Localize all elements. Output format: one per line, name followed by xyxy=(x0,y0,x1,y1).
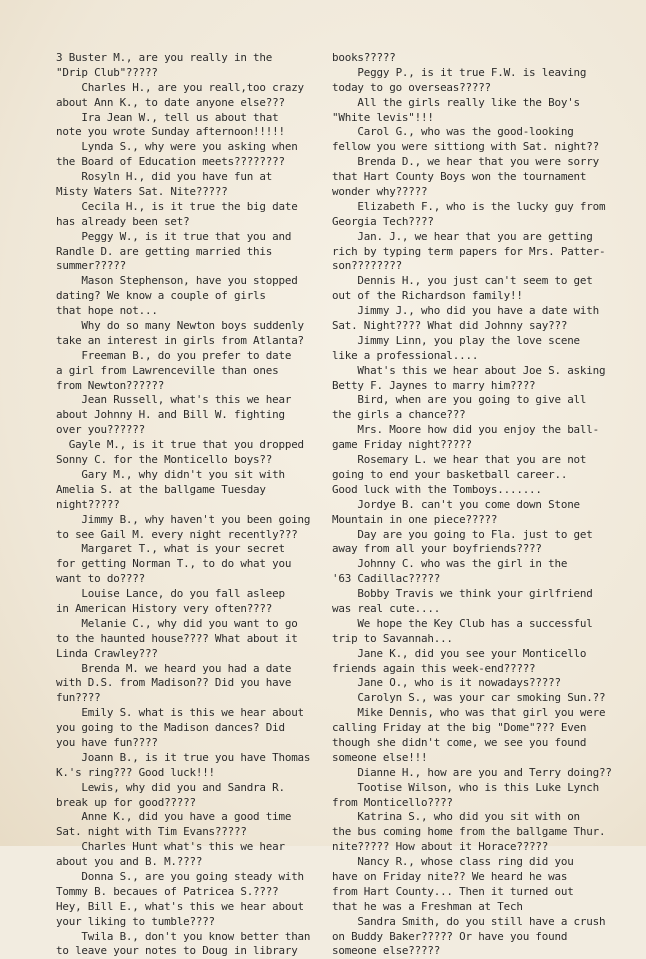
text-line: Carolyn S., was your car smoking Sun.?? xyxy=(332,691,606,705)
text-line: out of the Richardson family!! xyxy=(332,289,523,303)
text-line: in American History very often???? xyxy=(56,601,273,615)
text-line: from Newton?????? xyxy=(56,378,165,392)
text-line: Sat. night with Tim Evans????? xyxy=(56,825,247,839)
text-line: the girls a chance??? xyxy=(332,408,466,422)
text-line: about Johnny H. and Bill W. fighting xyxy=(56,408,285,422)
text-line: Gary M., why didn't you sit with xyxy=(56,467,285,481)
text-line: Sat. Night???? What did Johnny say??? xyxy=(332,319,568,333)
text-line: game Friday night????? xyxy=(332,438,472,452)
text-line: Brenda M. we heard you had a date xyxy=(56,661,292,675)
text-line: Joann B., is it true you have Thomas xyxy=(56,750,311,764)
text-line: fellow you were sittiong with Sat. night?? xyxy=(332,140,599,154)
left-text-column xyxy=(56,51,310,959)
text-line: about Ann K., to date anyone else??? xyxy=(56,95,285,109)
text-line: a girl from Lawrenceville than ones xyxy=(56,363,279,377)
text-line: Mountain in one piece????? xyxy=(332,512,498,526)
text-line: Jane K., did you see your Monticello xyxy=(332,646,587,660)
text-line: Jan. J., we hear that you are getting xyxy=(332,229,593,243)
text-line: Bird, when are you going to give all xyxy=(332,393,587,407)
text-line: Gayle M., is it true that you dropped xyxy=(56,438,304,452)
text-line: Georgia Tech???? xyxy=(332,214,434,228)
text-line: on Buddy Baker????? Or have you found xyxy=(332,929,568,943)
text-line: Katrina S., who did you sit with on xyxy=(332,810,580,824)
text-line: Jean Russell, what's this we hear xyxy=(56,393,292,407)
text-line: dating? We know a couple of girls xyxy=(56,289,266,303)
text-line: Sandra Smith, do you still have a crush xyxy=(332,914,606,928)
text-line: Lewis, why did you and Sandra R. xyxy=(56,780,285,794)
text-line: wonder why????? xyxy=(332,185,428,199)
text-line: Mason Stephenson, have you stopped xyxy=(56,274,298,288)
text-line: rich by typing term papers for Mrs. Patter- xyxy=(332,244,606,258)
text-line: you have fun???? xyxy=(56,735,158,749)
text-line: '63 Cadillac????? xyxy=(332,572,441,586)
text-line: Freeman B., do you prefer to date xyxy=(56,348,292,362)
text-line: Why do so many Newton boys suddenly xyxy=(56,319,304,333)
text-line: Peggy P., is it true F.W. is leaving xyxy=(332,65,587,79)
text-line: someone else!!! xyxy=(332,750,428,764)
text-line: 3 Buster M., are you really in the xyxy=(56,51,273,64)
text-line: Jane O., who is it nowadays????? xyxy=(332,676,561,690)
text-line: that Hart County Boys won the tournament xyxy=(332,170,587,184)
text-line: Charles H., are you reall,too crazy xyxy=(56,80,304,94)
text-line: All the girls really like the Boy's xyxy=(332,95,580,109)
text-line: What's this we hear about Joe S. asking xyxy=(332,363,606,377)
text-line: going to end your basketball career.. xyxy=(332,467,568,481)
text-line: Amelia S. at the ballgame Tuesday xyxy=(56,482,266,496)
text-line: books????? xyxy=(332,51,396,64)
text-line: Anne K., did you have a good time xyxy=(56,810,292,824)
text-line: about you and B. M.???? xyxy=(56,855,203,869)
text-line: Melanie C., why did you want to go xyxy=(56,616,298,630)
text-line: someone else????? xyxy=(332,944,441,958)
text-line: Bobby Travis we think your girlfriend xyxy=(332,587,593,601)
text-line: Margaret T., what is your secret xyxy=(56,542,285,556)
text-line: Mrs. Moore how did you enjoy the ball- xyxy=(332,423,599,437)
text-line: that he was a Freshman at Tech xyxy=(332,899,523,913)
text-line: summer????? xyxy=(56,259,126,273)
text-line: Tommy B. becaues of Patricea S.???? xyxy=(56,884,279,898)
text-line: Donna S., are you going steady with xyxy=(56,869,304,883)
text-line: Lynda S., why were you asking when xyxy=(56,140,298,154)
text-line: Louise Lance, do you fall asleep xyxy=(56,587,285,601)
text-line: with D.S. from Madison?? Did you have xyxy=(56,676,292,690)
text-line: though she didn't come, we see you found xyxy=(332,735,587,749)
text-line: Hey, Bill E., what's this we hear about xyxy=(56,899,304,913)
text-line: the Board of Education meets???????? xyxy=(56,155,285,169)
text-line: friends again this week-end????? xyxy=(332,661,536,675)
text-line: have on Friday nite?? We heard he was xyxy=(332,869,568,883)
text-line: the bus coming home from the ballgame Thur. xyxy=(332,825,606,839)
text-line: from Hart County... Then it turned out xyxy=(332,884,574,898)
text-line: note you wrote Sunday afternoon!!!!! xyxy=(56,125,285,139)
text-line: your liking to tumble???? xyxy=(56,914,215,928)
text-line: night????? xyxy=(56,497,120,511)
text-line: Randle D. are getting married this xyxy=(56,244,273,258)
right-text-column xyxy=(332,51,612,959)
text-line: "Drip Club"????? xyxy=(56,65,158,79)
text-line: Emily S. what is this we hear about xyxy=(56,706,304,720)
text-line: Betty F. Jaynes to marry him???? xyxy=(332,378,536,392)
text-line: today to go overseas????? xyxy=(332,80,491,94)
text-line: Twila B., don't you know better than xyxy=(56,929,311,943)
text-line: Ira Jean W., tell us about that xyxy=(56,110,279,124)
text-line: Carol G., who was the good-looking xyxy=(332,125,574,139)
text-line: that hope not... xyxy=(56,304,158,318)
text-line: to see Gail M. every night recently??? xyxy=(56,527,298,541)
text-line: Day are you going to Fla. just to get xyxy=(332,527,593,541)
text-line: has already been set? xyxy=(56,214,190,228)
text-line: Sonny C. for the Monticello boys?? xyxy=(56,453,273,467)
text-line: break up for good????? xyxy=(56,795,196,809)
text-line: take an interest in girls from Atlanta? xyxy=(56,333,304,347)
text-line: for getting Norman T., to do what you xyxy=(56,557,292,571)
text-line: Rosyln H., did you have fun at xyxy=(56,170,273,184)
text-line: Peggy W., is it true that you and xyxy=(56,229,292,243)
text-line: Nancy R., whose class ring did you xyxy=(332,855,574,869)
text-line: Jimmy Linn, you play the love scene xyxy=(332,333,580,347)
text-line: Good luck with the Tomboys....... xyxy=(332,482,542,496)
text-line: Jimmy J., who did you have a date with xyxy=(332,304,599,318)
text-line: Johnny C. who was the girl in the xyxy=(332,557,568,571)
text-line: over you?????? xyxy=(56,423,145,437)
text-line: Charles Hunt what's this we hear xyxy=(56,840,285,854)
text-line: fun???? xyxy=(56,691,101,705)
text-line: you going to the Madison dances? Did xyxy=(56,721,285,735)
text-line: Dianne H., how are you and Terry doing?? xyxy=(332,765,612,779)
text-line: Jimmy B., why haven't you been going xyxy=(56,512,311,526)
text-line: Dennis H., you just can't seem to get xyxy=(332,274,593,288)
text-line: We hope the Key Club has a successful xyxy=(332,616,593,630)
text-line: K.'s ring??? Good luck!!! xyxy=(56,765,215,779)
text-line: Misty Waters Sat. Nite????? xyxy=(56,185,228,199)
text-line: trip to Savannah... xyxy=(332,631,453,645)
text-line: Cecila H., is it true the big date xyxy=(56,199,298,213)
text-line: Elizabeth F., who is the lucky guy from xyxy=(332,199,606,213)
text-line: like a professional.... xyxy=(332,348,479,362)
text-line: Brenda D., we hear that you were sorry xyxy=(332,155,599,169)
text-line: from Monticello???? xyxy=(332,795,453,809)
text-line: nite????? How about it Horace????? xyxy=(332,840,549,854)
text-line: was real cute.... xyxy=(332,601,441,615)
text-line: calling Friday at the big "Dome"??? Even xyxy=(332,721,587,735)
text-line: Tootise Wilson, who is this Luke Lynch xyxy=(332,780,599,794)
text-line: Mike Dennis, who was that girl you were xyxy=(332,706,606,720)
text-line: son???????? xyxy=(332,259,402,273)
text-line: Jordye B. can't you come down Stone xyxy=(332,497,580,511)
text-line: "White levis"!!! xyxy=(332,110,434,124)
text-line: away from all your boyfriends???? xyxy=(332,542,542,556)
text-line: want to do???? xyxy=(56,572,145,586)
text-line: Rosemary L. we hear that you are not xyxy=(332,453,587,467)
text-line: to the haunted house???? What about it xyxy=(56,631,298,645)
text-line: Linda Crawley??? xyxy=(56,646,158,660)
text-line: to leave your notes to Doug in library xyxy=(56,944,298,958)
